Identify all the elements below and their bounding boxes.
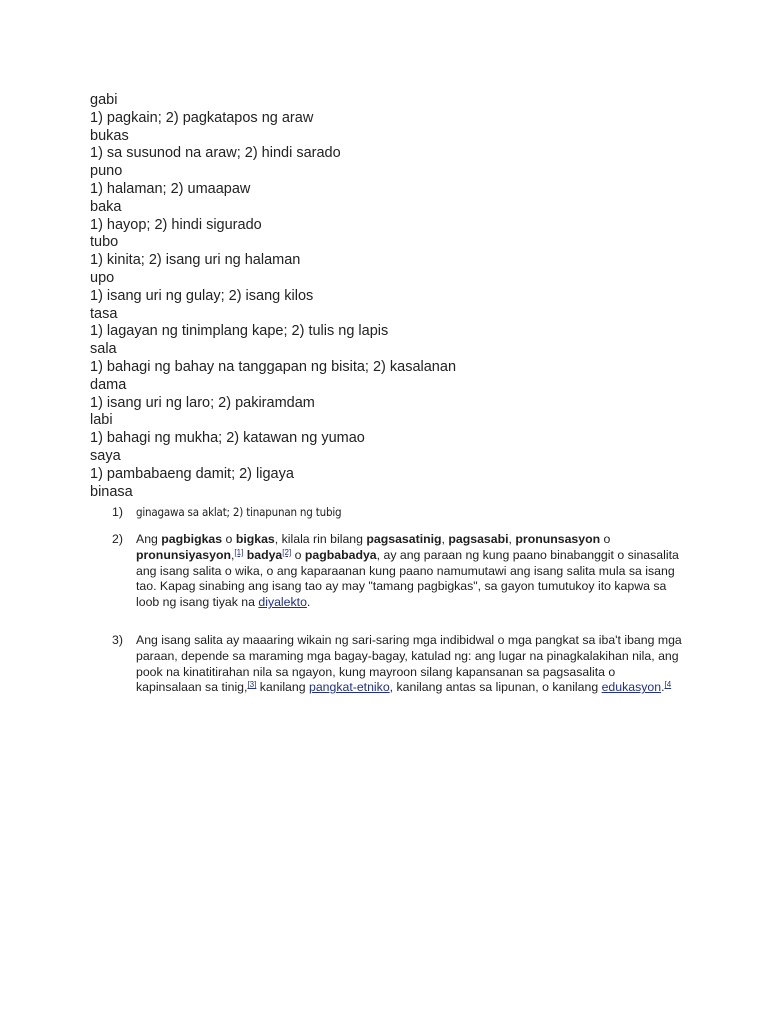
term-bold: pronunsiyasyon [136, 547, 231, 562]
list-item-text: ginagawa sa aklat; 2) tinapunan ng tubig [136, 505, 342, 519]
text-run: , ay ang paraan ng kung paano binabanggit o sinasalita ang isang salita o wika, o ang kaparaanan kung paano namumutawi ang isang salita mula sa isang tao. Kapag sinabing ang isang tao ay may "tamang pagbigkas", sa gayon tumutukoy ito kapwa sa loob ng isang tiyak na [136, 547, 679, 610]
citation-link[interactable]: [3] [247, 680, 257, 690]
list-number: 2) [112, 532, 123, 546]
entry-meaning: 1) halaman; 2) umaapaw [90, 180, 251, 197]
text-run: , kanilang antas sa lipunan, o kanilang [389, 680, 602, 695]
citation-ref[interactable] [247, 680, 256, 689]
term-bold: pagbabadya [304, 547, 377, 562]
text-run: , kilala rin bilang [274, 532, 367, 546]
citation-link[interactable]: [2] [282, 547, 292, 557]
term-bold: bigkas [235, 532, 275, 546]
list-number: 1) [112, 505, 123, 519]
citation-link[interactable]: [1] [234, 547, 244, 557]
citation-link[interactable]: [4 [664, 680, 672, 690]
edukasyon-link[interactable]: edukasyon [601, 680, 662, 695]
text-run: Ang isang salita ay maaaring wikain ng sari-saring mga indibidwal o mga pangkat sa iba't ibang mga paraan, depende sa maraming mga bagay-bagay, katulad ng: ang lugar na pinagkalakihan nila, ang pook na kinatitirahan nila sa ngayon, kung mayroon silang kapansanan sa pagsasalita o kapinsalaan sa tinig, [136, 633, 682, 695]
text-run: o [291, 547, 305, 562]
term-bold: pagbigkas [161, 532, 223, 546]
entry-word: gabi [90, 92, 118, 108]
entry-word: tubo [90, 234, 119, 251]
entry-meaning: 1) pagkain; 2) pagkatapos ng araw [90, 109, 314, 126]
entry-meaning: 1) sa susunod na araw; 2) hindi sarado [90, 145, 341, 162]
citation-ref[interactable] [234, 548, 243, 557]
pangkat-etniko-link[interactable]: pangkat-etniko [308, 680, 390, 695]
pronunciation-paragraph [136, 532, 682, 611]
term-bold: pagsasatinig [366, 532, 442, 546]
entry-word: tasa [90, 305, 118, 322]
entry-meaning: 1) bahagi ng mukha; 2) katawan ng yumao [90, 430, 365, 447]
entry-word: puno [90, 163, 123, 180]
entry-meaning: 1) hayop; 2) hindi sigurado [90, 216, 262, 233]
entry-word: sala [90, 341, 117, 358]
entry-word: upo [90, 269, 115, 286]
list-item-3 [112, 633, 682, 696]
entry-word: dama [90, 376, 127, 393]
text-run: o [222, 532, 236, 546]
list-number: 3) [112, 633, 123, 647]
text-run: . [306, 595, 311, 610]
citation-ref[interactable] [282, 548, 291, 557]
citation-ref[interactable] [665, 680, 672, 689]
variation-paragraph [136, 633, 682, 696]
entry-meaning: 1) isang uri ng gulay; 2) isang kilos [90, 287, 314, 304]
text-run: , [230, 547, 235, 562]
entry-word: binasa [90, 483, 133, 500]
entry-meaning: 1) bahagi ng bahay na tanggapan ng bisita; 2) kasalanan [90, 358, 457, 375]
text-run: , [441, 532, 449, 546]
entry-meaning: 1) isang uri ng laro; 2) pakiramdam [90, 394, 315, 411]
entry-word: saya [90, 447, 121, 464]
word-list [90, 92, 690, 501]
entry-word: baka [90, 198, 122, 215]
entry-meaning: 1) pambabaeng damit; 2) ligaya [90, 465, 294, 482]
diyalekto-link[interactable]: diyalekto [258, 595, 307, 610]
list-item-1 [112, 505, 682, 521]
term-bold: pagsasabi [448, 532, 509, 546]
term-bold: pronunsasyon [515, 532, 601, 546]
list-item-2 [112, 532, 682, 611]
text-run: kanilang [256, 680, 309, 695]
entry-meaning: 1) lagayan ng tinimplang kape; 2) tulis ng lapis [90, 323, 389, 340]
entry-meaning: 1) kinita; 2) isang uri ng halaman [90, 252, 301, 269]
text-run: Ang [136, 532, 162, 546]
term-bold: badya [246, 547, 283, 562]
entry-word: bukas [90, 127, 129, 144]
text-run: o [600, 532, 611, 546]
entry-word: labi [90, 412, 113, 429]
text-run: . [661, 680, 665, 695]
text-run: , [508, 532, 516, 546]
